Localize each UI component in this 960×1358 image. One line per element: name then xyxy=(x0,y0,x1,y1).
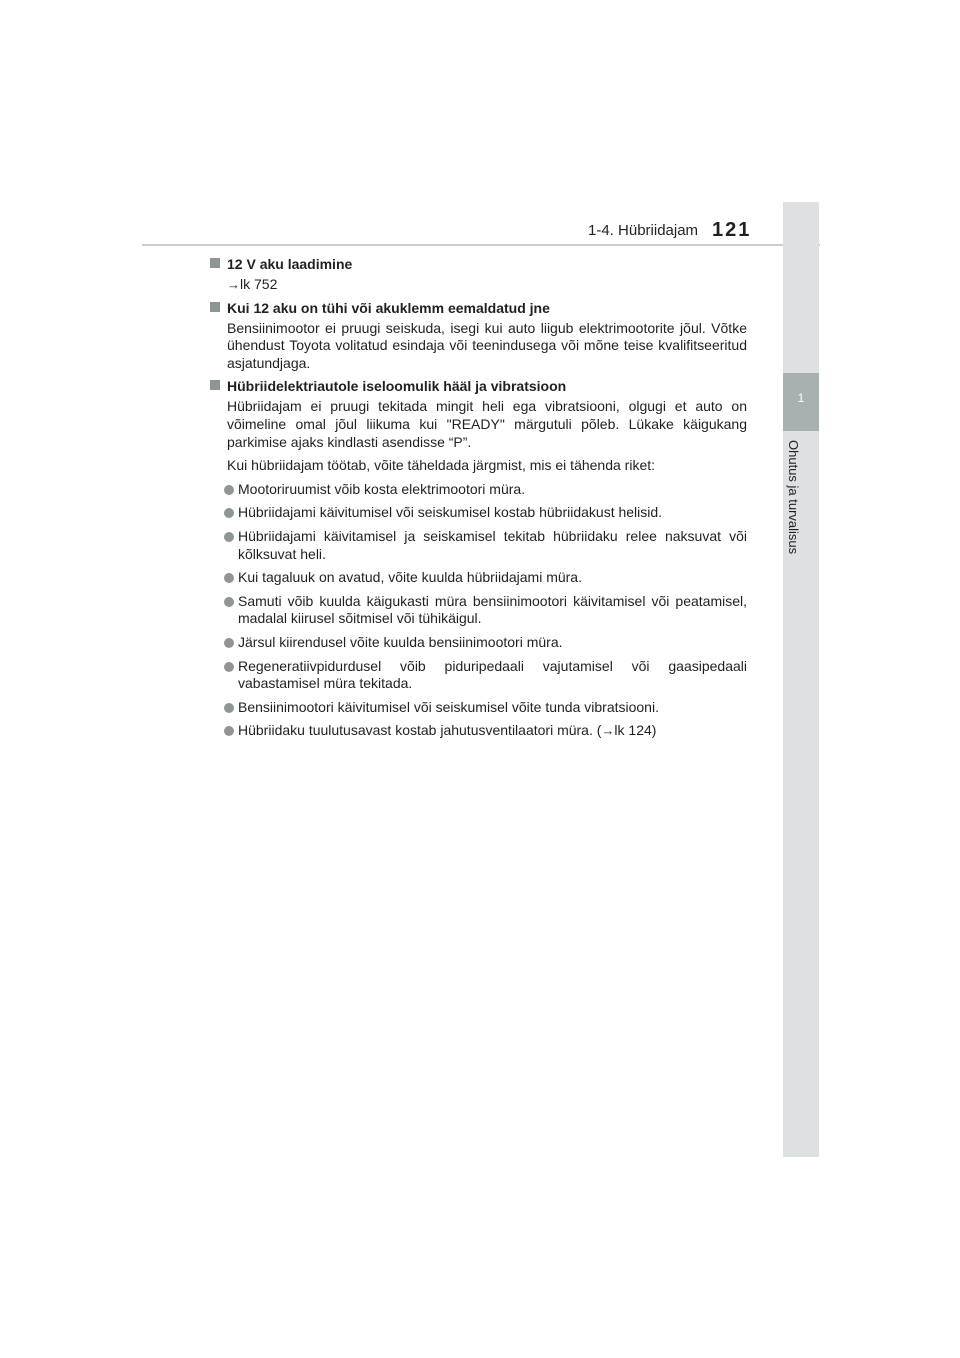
round-bullet-icon xyxy=(224,726,234,736)
round-bullet-icon xyxy=(224,573,234,583)
square-bullet-icon xyxy=(210,258,220,268)
list-item-text: Mootoriruumist võib kosta elektrimootori müra. xyxy=(238,480,526,497)
list-item xyxy=(210,658,747,693)
chapter-title: Ohutus ja turvalisus xyxy=(786,440,801,555)
page-reference-text: lk 752 xyxy=(240,276,278,292)
arrow-right-icon: → xyxy=(227,277,240,292)
running-header: 1-4. Hübriidajam xyxy=(588,222,699,239)
list-item xyxy=(210,634,747,652)
list-item-text: Bensiinimootori käivitumisel või seiskumisel võite tunda vibratsiooni. xyxy=(238,698,659,715)
section-heading-text: Hübriidelektriautole iseloomulik hääl ja vibratsioon xyxy=(227,378,567,395)
round-bullet-icon xyxy=(224,485,234,495)
list-item xyxy=(210,504,747,522)
list-item-text: Hübriidajami käivitamisel ja seiskamisel tekitab hübriidaku relee naksuvat või kõlksuvat heli. xyxy=(238,527,747,562)
round-bullet-icon xyxy=(224,662,234,672)
round-bullet-icon xyxy=(224,597,234,607)
chapter-side-tab xyxy=(783,202,819,1157)
section-heading xyxy=(210,377,747,395)
round-bullet-icon xyxy=(224,532,234,542)
body-paragraph: Hübriidajam ei pruugi tekitada mingit heli ega vibratsiooni, olgugi et auto on võimeline omal jõul liikuma kui "READY" märgutuli põleb. Lükake käigukang parkimise ajaks kindlasti asendisse “P”. xyxy=(227,398,747,450)
list-item xyxy=(210,722,747,740)
list-item xyxy=(210,569,747,587)
list-item xyxy=(210,593,747,628)
list-item-text: Hübriidajami käivitumisel või seiskumisel kostab hübriidakust helisid. xyxy=(238,504,663,521)
body-paragraph: Kui hübriidajam töötab, võite täheldada järgmist, mis ei tähenda riket: xyxy=(227,457,656,474)
section-heading-text: Kui 12 aku on tühi või akuklemm eemaldatud jne xyxy=(227,299,550,316)
list-item-text: Kui tagaluuk on avatud, võite kuulda hübriidajami müra. xyxy=(238,569,582,586)
round-bullet-icon xyxy=(224,703,234,713)
square-bullet-icon xyxy=(210,302,220,312)
list-item-text: Samuti võib kuulda käigukasti müra bensiinimootori käivitamisel või peatamisel, madalal kiirusel sõitmisel või tühikäigul. xyxy=(238,592,747,627)
round-bullet-icon xyxy=(224,508,234,518)
square-bullet-icon xyxy=(210,380,220,390)
list-item xyxy=(210,481,747,499)
page-reference xyxy=(210,276,747,294)
body-paragraph: Bensiinimootor ei pruugi seiskuda, isegi kui auto liigub elektrimootorite jõul. Võtke ühendust Toyota volitatud esindaja või teenindusega või mõne teise kvalifitseeritud asjatundjaga. xyxy=(227,319,747,371)
section-heading-text: 12 V aku laadimine xyxy=(227,256,353,272)
page-content xyxy=(210,255,747,740)
section-heading xyxy=(210,299,747,317)
list-item-text: Regeneratiivpidurdusel võib piduripedaali vajutamisel või gaasipedaali vabastamisel müra tekitada. xyxy=(238,657,747,692)
list-item xyxy=(210,528,747,563)
arrow-right-icon: → xyxy=(601,723,615,739)
page-number: 121 xyxy=(712,219,752,241)
chapter-number: 1 xyxy=(797,391,805,405)
header-divider xyxy=(142,244,820,246)
list-item-text: Järsul kiirendusel võite kuulda bensiinimootori müra. xyxy=(238,633,563,650)
round-bullet-icon xyxy=(224,638,234,648)
list-item xyxy=(210,699,747,717)
list-item-text: Hübriidaku tuulutusavast kostab jahutusventilaatori müra. ( xyxy=(238,722,602,739)
page-reference-text: lk 124) xyxy=(614,722,657,739)
section-heading xyxy=(210,255,747,273)
